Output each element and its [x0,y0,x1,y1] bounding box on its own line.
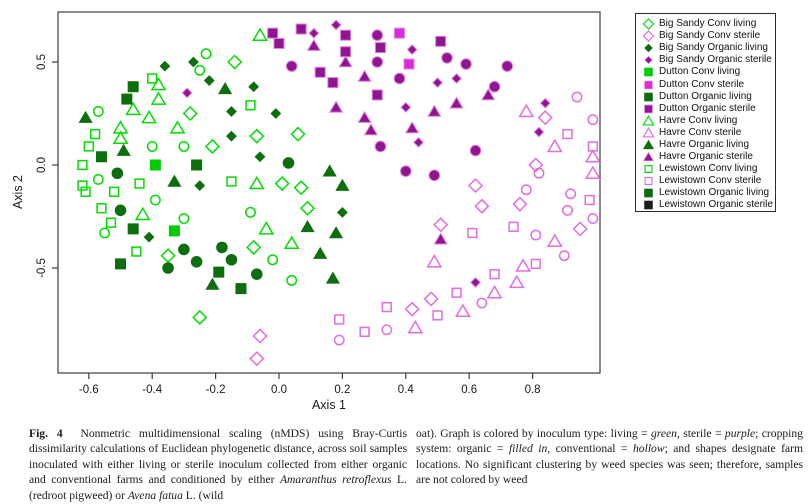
legend-item [642,30,775,42]
data-point [171,122,184,133]
legend-label: Dutton Conv living [659,66,741,78]
legend-label: Lewistown Organic sterile [659,199,773,211]
caption-italic-text: hollow [633,442,665,456]
data-point [78,181,87,190]
data-point [189,57,198,66]
legend-item [642,139,775,151]
data-point [227,177,236,186]
data-point [236,284,246,294]
data-point [179,214,188,223]
caption-text: L. (redroot pigweed) or [29,473,407,502]
legend-item [642,54,775,66]
scatter-points [78,20,599,365]
legend-item [642,78,775,90]
data-point [292,128,305,141]
data-point [250,352,263,365]
data-point [434,218,447,231]
data-point [301,221,313,232]
data-point [117,145,129,156]
y-tick-label: 0.0 [36,157,48,173]
legend-symbol-t-mo [642,127,655,139]
legend-label: Lewistown Conv sterile [659,175,762,187]
data-point [456,305,469,316]
data-point [586,167,599,178]
data-point [572,92,581,101]
data-point [192,160,202,170]
legend-symbol-s-kf [642,199,655,211]
legend-item [642,66,775,78]
legend-symbol-d-pf [642,54,655,66]
data-point [110,187,119,196]
data-point [358,112,370,123]
data-point [428,256,441,267]
data-point [152,93,165,104]
y-tick-label: -0.5 [36,258,48,278]
data-point [520,105,533,116]
data-point [246,101,255,110]
data-point [201,49,210,58]
data-point [287,276,296,285]
data-point [295,181,308,194]
data-point [81,187,90,196]
legend-symbol-s-mo [642,175,655,187]
legend-item [642,163,775,175]
legend-symbol-s-mbf [642,79,655,91]
legend-item [642,91,775,103]
data-point [502,61,513,72]
legend [635,13,776,212]
data-point [588,214,597,223]
data-point [283,158,294,169]
data-point [471,278,480,287]
data-point [338,208,347,217]
data-point [452,74,461,83]
data-point [406,122,418,133]
caption-italic-text: purple [724,427,756,440]
data-point [468,229,477,238]
data-point [128,82,138,92]
data-point [160,61,169,70]
plot-border [58,12,600,373]
caption-text: ; and shapes designate farm locations. No significant clustering by weed species was seen; therefore, samples are not colored by weed [416,442,803,487]
caption-text: ; cropping system: organic = [416,427,803,456]
y-tick-label: 0.5 [36,54,48,70]
legend-label: Lewistown Conv living [659,163,758,175]
legend-item [642,103,775,115]
data-point [461,59,472,70]
data-point [253,329,266,342]
data-point [127,103,140,114]
data-point [428,106,440,117]
data-point [335,315,344,324]
legend-symbol-s-gbf [642,66,655,78]
legend-item [642,115,775,127]
data-point [286,61,297,72]
x-axis-title: Axis 1 [311,398,347,412]
legend-symbol-t-pf [642,151,655,163]
data-point [563,130,572,139]
caption-text: Nonmetric multidimensional scaling (nMDS) using Bray-Curtis dissimilarity calculations of Euclidean phylogenetic distance, across soil samples inoculated with either living or sterile inoculum collected from either organic and conventional farms and conditioned by either [29,427,407,487]
data-point [531,230,540,239]
data-point [252,269,263,280]
data-point [336,180,348,191]
x-axis-ticks [79,373,541,396]
data-point [516,260,529,271]
data-point [394,73,405,84]
data-point [401,103,410,112]
data-point [365,124,377,135]
data-point [339,56,351,67]
data-point [227,131,236,140]
data-point [214,267,224,277]
data-point [84,142,93,151]
data-point [450,97,462,108]
data-point [162,249,175,262]
legend-label: Lewistown Organic living [659,187,770,199]
data-point [227,107,236,116]
data-point [588,115,597,124]
data-point [195,181,204,190]
data-point [94,107,103,116]
caption-text: L. (wild [182,488,224,502]
data-point [534,169,543,178]
x-tick-label: 0.4 [397,384,414,396]
data-point [114,132,127,143]
data-point [163,263,174,274]
data-point [132,247,141,256]
data-point [268,255,277,264]
data-point [97,204,106,213]
legend-label: Havre Organic living [659,138,750,150]
legend-item [642,127,775,139]
caption-column-left [29,426,407,503]
data-point [585,196,594,205]
data-point [193,311,206,324]
data-point [509,222,518,231]
data-point [548,235,561,246]
caption-text: , sterile = [676,427,725,440]
legend-item [642,151,775,163]
data-point [563,206,572,215]
data-point [276,177,289,190]
data-point [309,28,318,37]
data-point [142,111,155,122]
data-point [394,28,404,38]
legend-symbol-s-gf [642,187,655,199]
y-axis-ticks [36,54,58,278]
data-point [301,202,314,215]
data-point [250,130,263,143]
data-point [94,175,103,184]
legend-item [642,18,775,30]
data-point [414,138,423,147]
data-point [372,90,382,100]
data-point [268,28,278,38]
legend-symbol-t-go [642,115,655,127]
data-point [490,270,499,279]
legend-symbol-d-go [642,18,655,30]
data-point [260,223,273,234]
data-point [96,152,106,162]
data-point [541,99,550,108]
data-point [574,222,587,235]
caption-italic-text: Avena fatua [127,488,183,502]
legend-label: Dutton Organic living [659,90,752,102]
caption-column-right [416,426,803,488]
data-point [228,56,241,69]
x-tick-label: 0.2 [334,384,351,396]
legend-label: Havre Organic sterile [659,151,753,163]
data-point [560,251,569,260]
data-point [335,335,344,344]
data-point [330,102,342,113]
legend-symbol-t-gf [642,139,655,151]
data-point [152,78,165,89]
data-point [217,242,228,253]
data-point [122,94,132,104]
data-point [489,81,500,92]
legend-label: Dutton Conv sterile [659,78,745,90]
data-point [79,112,91,123]
legend-label: Big Sandy Conv living [659,18,757,30]
data-point [315,67,325,77]
data-point [409,322,422,333]
legend-symbol-s-go [642,163,655,175]
data-point [100,228,109,237]
legend-label: Big Sandy Conv sterile [659,30,761,42]
data-point [179,244,190,255]
data-point [442,53,453,64]
x-tick-label: -0.2 [205,384,226,396]
data-point [548,140,561,151]
data-point [434,233,446,244]
data-point [271,109,280,118]
data-point [341,47,351,57]
x-tick-label: 0.0 [271,384,287,396]
data-point [360,327,369,336]
legend-item [642,42,775,54]
x-tick-label: -0.6 [78,384,99,396]
data-point [314,248,326,259]
data-point [531,259,540,268]
data-point [341,30,351,40]
data-point [148,142,157,151]
data-point [470,145,481,156]
data-point [246,208,255,217]
data-point [308,40,320,51]
data-point [250,177,263,188]
data-point [375,43,385,53]
legend-symbol-s-pf [642,103,655,115]
data-point [285,237,298,248]
data-point [358,71,370,82]
data-point [372,30,383,41]
data-point [324,165,336,176]
data-point [534,127,543,136]
legend-item [642,187,775,199]
x-tick-label: 0.8 [524,384,541,396]
data-point [206,279,218,290]
data-point [375,141,386,152]
data-point [274,38,284,48]
caption-italic-text: filled in [508,442,548,456]
data-point [510,276,523,287]
data-point [150,160,160,170]
data-point [407,45,416,54]
data-point [219,83,231,94]
data-point [136,208,149,219]
data-point [475,200,488,213]
data-point [452,288,461,297]
data-point [488,287,501,298]
data-point [566,189,575,198]
data-point [184,107,197,120]
data-point [182,88,191,97]
caption-text: oat). Graph is colored by inoculum type: living = [416,427,651,440]
data-point [433,78,442,87]
data-point [135,179,144,188]
data-point [115,205,126,216]
data-point [331,20,340,29]
data-point [586,151,599,162]
caption-italic-text: green [651,427,677,440]
legend-item [642,199,775,211]
legend-item [642,175,775,187]
data-point [195,66,204,75]
data-point [401,166,412,177]
legend-symbol-d-mo [642,30,655,42]
data-point [205,76,214,85]
data-point [477,298,486,307]
data-point [406,303,419,316]
caption-text: , conventional = [547,442,633,456]
data-point [429,170,440,181]
data-point [128,224,138,234]
data-point [206,140,219,153]
data-point [372,57,383,68]
data-point [226,254,237,265]
data-point [382,303,391,312]
legend-label: Havre Conv sterile [659,126,742,138]
data-point [513,198,526,211]
legend-label: Dutton Organic sterile [659,102,756,114]
data-point [179,142,188,151]
legend-symbol-d-gf [642,42,655,54]
caption-figure-number: Fig. 4 [29,427,63,440]
x-tick-label: -0.4 [142,384,163,396]
data-point [469,179,482,192]
data-point [249,82,258,91]
caption-italic-text: Amaranthus retroflexus [279,473,392,487]
legend-label: Big Sandy Organic living [659,42,768,54]
data-point [91,130,100,139]
data-point [78,161,87,170]
data-point [148,74,157,83]
data-point [404,59,414,69]
data-point [169,226,179,236]
data-point [330,227,342,238]
data-point [191,257,202,268]
data-point [328,78,338,88]
data-point [522,185,531,194]
data-point [112,168,123,179]
data-point [247,241,260,254]
legend-label: Havre Conv living [659,114,738,126]
data-point [425,292,438,305]
data-point [382,325,391,334]
data-point [433,311,442,320]
data-point [539,111,552,124]
data-point [151,195,160,204]
y-axis-title: Axis 2 [11,174,25,210]
legend-label: Big Sandy Organic sterile [659,54,772,66]
data-point [436,36,446,46]
data-point [255,152,264,161]
data-point [116,259,126,269]
data-point [296,24,306,34]
legend-symbol-s-gf [642,91,655,103]
data-point [144,232,153,241]
data-point [168,176,180,187]
data-point [253,29,266,40]
data-point [327,273,339,284]
data-point [107,218,116,227]
x-tick-label: 0.6 [461,384,478,396]
